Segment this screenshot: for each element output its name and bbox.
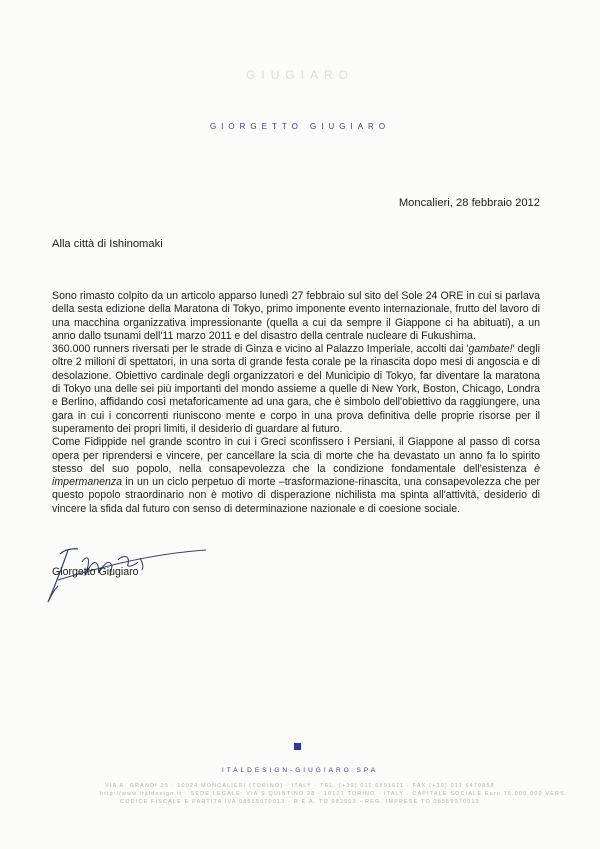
footer-line: http://www.italdesign.it · SEDE LEGALE: VIA S.QUINTINO 28 · 10121 TORINO · ITALY · CAPITALE SOCIALE Euro 75.000.000 VERS. bbox=[100, 791, 568, 797]
letter-date: Moncalieri, 28 febbraio 2012 bbox=[398, 197, 540, 209]
footer-square-mark bbox=[294, 743, 301, 750]
emphasis-text: è impermanenza bbox=[52, 462, 540, 489]
footer-line: VIA A. GRANDI 25 · 10024 MONCALIERI (TORINO) · ITALY · TEL. (+39) 011 6891611 · FAX (+39) 011 6470858 bbox=[105, 783, 495, 789]
signer-name: Giorgetto Giugiaro bbox=[52, 566, 139, 578]
paragraph-text: ' degli oltre 2 milioni di spettatori, in una sorta di grande festa corale pe la rinascita dopo mesi di angoscia e di desolazione. Obiettivo cardinale degli organizzatori e del Municipio di Tokyo, far diventare la maratona di Tokyo una delle sei più importanti del mondo assieme a quelle di New York, Boston, Chicago, Londra e Berlino, affidando così metaforicamente ad una gara, che è simbolo dell'obiettivo da raggiungere, una gara in cui i concorrenti riuniscono mente e corpo in una prova definitiva delle proprie risorse per il superamento dei propri limiti, il desiderio di guardare al futuro. bbox=[52, 343, 540, 435]
paragraph-text: 360.000 runners riversati per le strade di Ginza e vicino al Palazzo Imperiale, accolti dai ' bbox=[52, 343, 469, 356]
letter-body bbox=[52, 290, 540, 516]
emphasis-text: gambate! bbox=[468, 343, 513, 356]
letterhead-watermark-logo: GIUGIARO bbox=[245, 68, 354, 82]
paragraph-text: Sono rimasto colpito da un articolo apparso lunedì 27 febbraio sul sito del Sole 24 ORE in cui si parlava della sesta edizione della Maratona di Tokyo, primo imponente evento internazionale, frutto del lavoro di una macchina organizzativa impressionante (quella a cui da sempre il Giappone ci ha abituati), a un anno dallo tsunami dell'11 marzo 2011 e del disastro della centrale nucleare di Fukushima. bbox=[52, 290, 540, 342]
body-paragraph bbox=[52, 343, 540, 436]
body-paragraph bbox=[52, 436, 540, 516]
letterhead-brand: GIORGETTO GIUGIARO bbox=[209, 122, 391, 131]
footer-address-block bbox=[100, 782, 568, 806]
footer-brand: ITALDESIGN-GIUGIARO SPA bbox=[221, 767, 379, 774]
footer-line: CODICE FISCALE E PARTITA IVA 08555070013 · R.E.A. TO 982503 · REG. IMPRESE TO 08555070013 bbox=[120, 799, 480, 805]
paragraph-text: in un un ciclo perpetuo di morte –trasformazione-rinascita, una consapevolezza che per questo popolo straordinario non è motivo di disperazione nichilista ma spinta all'attività, desiderio di vincere la sfida dal futuro con senso di determinazione nazionale e di coesione sociale. bbox=[52, 476, 540, 515]
letter-addressee: Alla città di Ishinomaki bbox=[52, 238, 163, 250]
paragraph-text: Come Fidippide nel grande scontro in cui i Greci sconfissero i Persiani, il Giappone al passo di corsa opera per riprendersi e vincere, per cancellare la scia di morte che ha devastato un anno fa lo spirito stesso del suo popolo, nella consapevolezza che la condizione fondamentale dell'esistenza bbox=[52, 436, 540, 475]
body-paragraph bbox=[52, 290, 540, 343]
